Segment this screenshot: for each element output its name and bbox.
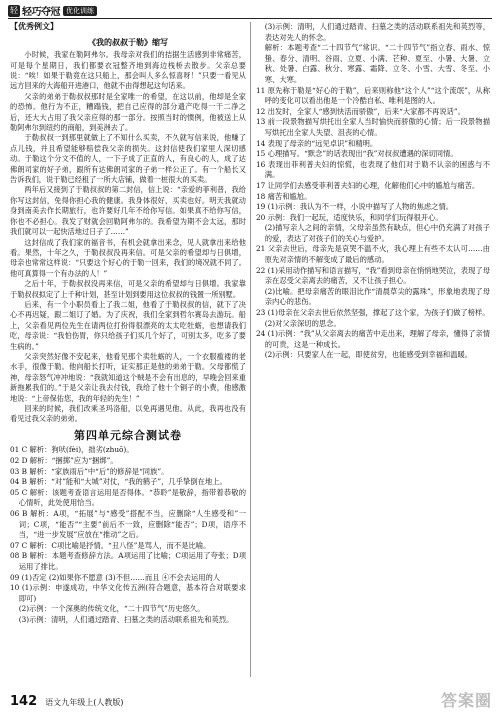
answer-item: 13 前一段景物描写烘托出全家人当时愉快而骄傲的心情；后一段景物描写烘托出全家人失望、沮丧的心情。 [256, 117, 490, 137]
essay-paragraph: 于勒叔叔一到那里就做上了不知什么买卖，不久就写信来说，他赚了点儿钱，并且希望能够赔偿我父亲的损失。这封信使我们家里人深切感动。于勒这个分文不值的人，一下子成了正直的人，有良心的人，成了达佛朗司家的好子弟，跟所有达佛朗司家的子弟一样公正了。有一个船长又告诉我们，说于勒已经租了一所大店铺，做着一桩很大的买卖。 [10, 133, 246, 185]
watermark-logo: 答案圈 [440, 691, 492, 710]
answer-item: 08 B 解析：本题考查修辞方法。A项运用了比喻；C项运用了夸张；D项运用了排比。 [10, 551, 246, 571]
answer-item: 12 出发时，全家人“感到快活而骄傲”，后来“大家都不再说话”。 [256, 106, 465, 116]
answer-item: 22 (1)采用动作描写和语言描写，“我”看到母亲在悄悄地哭泣，表现了母亲在忍受父亲离去的痛苦，又不让孩子担心。 [256, 265, 490, 286]
answer-item: (3)示例：清明，人们通过踏青、扫墓之类的活动联系祖先和英烈。 [18, 614, 234, 624]
logo-mark-icon: 轻 [10, 5, 18, 15]
answer-item: (2)示例：一个深奥的传统文化，“二十四节气”历史悠久。 [18, 604, 205, 614]
answer-list-left [10, 445, 246, 625]
logo-text: 轻巧夺冠 [22, 7, 60, 18]
essay-paragraph: 两年后又接到了于勒叔叔的第二封信，信上说：“亲爱的菲利普，我给你写这封信，免得你担心我的健康。我身体很好，买卖也好。明天我就动身到南美去作长期旅行，也许要好几年不给你写信。如果真不给你写信，你也不必担心。我发了财就会回勒阿弗尔的。我希望为期不会太远，那时我们就可以一起快活地过日子了……” [10, 185, 246, 237]
column-divider [250, 22, 251, 677]
answer-item: 15 心理描写。“默念”的话表现出“我”对叔叔遭遇的深切同情。 [256, 149, 458, 159]
answer-item: 24 (1)示例：“我”从父亲离去的痛苦中走出来，理解了母亲，懂得了亲情的可贵，这是一种成长。 [256, 329, 490, 349]
answer-item: (2)示例：只要家人在一起，即使贫穷，也能感受到幸福和温暖。 [264, 350, 473, 360]
answer-item: 18 痛苦和尴尬。 [256, 191, 312, 201]
essay-paragraph: 父亲突然好像不安起来，他看见那个卖牡蛎的人，一个衣服褴褛的老水手，很像于勒。他向船长打听，证实那正是他的弟弟于勒。父母都慌了神，母亲怒气冲冲地说：“我就知道这个贼是不会有出息的，早晚会回来重新拖累我们的。”于是父亲让我去付钱，我给了他十个铜子的小费，他感激地说：“上帝保佑您，我的年轻的先生！” [10, 351, 246, 403]
answer-item: 07 C 解析：C项比喻是抒情。“丑八怪”是骂人，而不是比喻。 [10, 540, 211, 550]
answer-item: 09 (1)否定 (2)如果你不愿意 (3)不但……而且 ④不会去运用的人 [10, 572, 221, 582]
right-column [256, 22, 490, 361]
answer-item: (2)对父亲深切的思念。 [264, 318, 341, 328]
book-title: 语文九年级上(人教版) [45, 698, 124, 707]
answer-item: 解析：本题考查“二十四节气”常识。“二十四节气”指立春、雨水、惊蛰、春分、清明、谷雨、立夏、小满、芒种、夏至、小暑、大暑、立秋、处暑、白露、秋分、寒露、霜降、立冬、小雪、大雪、冬至、小寒、大寒。 [264, 43, 490, 84]
answer-item: 17 让同学们去感受菲利普夫妇的心理，化解他们心中的尴尬与痛苦。 [256, 180, 480, 190]
answer-item: 14 表现了母亲的“远见卓识”和精明。 [256, 138, 378, 148]
answer-list-right [256, 22, 490, 361]
essay-title: 《我的叔叔于勒》缩写 [88, 36, 168, 47]
answer-item: 19 (1)示例：我认为不一样，小说中描写了人物的焦虑之情。 [256, 202, 454, 212]
publisher-logo [8, 4, 97, 17]
answer-item: 04 B 解析：“对”能和“大城”对仗，“我的鹤子”，几乎挚倒在地上。 [10, 477, 227, 487]
answer-item: 05 C 解析：该题考查语言运用是否得体。“恭聆”是敬辞，指带着恭敬的心情听，此处使用恰当。 [10, 487, 246, 508]
answer-item: (2)比喻。把母亲痛苦的眼泪比作“清晨草尖的露珠”，形象地表现了母亲内心的悲伤。 [264, 286, 490, 307]
answer-item: 10 (1)示例：申遂成功，中华文化传五洲(符合题意，基本符合对联要求即可) [10, 583, 246, 603]
answer-item: 02 D 解析：“捆掷”应为“捆绑”。 [10, 456, 118, 465]
logo-tag: 优化训练 [63, 6, 97, 16]
essay-paragraph: 之后十年，于勒叔叔没再来信，可是父亲的希望却与日俱增。我家靠于勒叔叔拟定了上千种计划，甚至计划到要用这位叔叔的钱置一所别墅。 [10, 279, 246, 299]
essay-paragraph: 小时候，我家在勒阿弗尔。我母亲对我们的拮据生活感到非常痛苦，可是每个星期日，我们都要衣冠整齐地到海边栈桥去散步。父亲总要说：“唉！如果于勒竟在这只船上，那会叫人多么惊喜呀！”只要一看见从远方回来的大海船开进港口，他就不由得想起这句话来。 [10, 50, 246, 91]
left-column [10, 22, 246, 626]
answer-item: 06 B 解析：A项，“拓展”与“感受”搭配不当，应删除“人生感受和”一词；C项，“能否”“主要”前后不一致，应删除“能否”；D项，语序不当，“进一步发展”应放在“推动”之后。 [10, 508, 246, 540]
answer-item: (3)示例：清明，人们通过踏青、扫墓之类的活动联系祖先和英烈等，表达对先人的怀念。 [264, 22, 490, 42]
page-number: 142 [10, 694, 38, 709]
page-header [8, 4, 492, 19]
answer-item: 11 原先称于勒是“好心的于勒”，后来则称他“这个人”“这个流氓”，从称呼的变化可以看出他是一个冷酷自私、唯利是图的人。 [256, 85, 490, 106]
page-footer [10, 690, 123, 709]
answer-item: 01 C 解析：狗吠(fèi)，拙劣(zhuō)。 [10, 445, 134, 455]
essay-paragraph: 回来的时候，我们改乘圣玛洛船，以免再遇见他。从此，我再也没有看见过我父亲的弟弟。 [10, 404, 246, 424]
answer-item: 20 示例：我们一起玩，适度快乐，和同学们玩得很开心。 [256, 212, 443, 222]
essay-paragraph: 父亲的弟弟于勒叔叔那时是全家唯一的希望，在这以前，他却是全家的恐怖。他行为不正，糟蹋钱，把自己应得的部分遗产吃得一干二净之后，还大大占用了我父亲应得的那一部分。按照当时的惯例，他被送上从勒阿弗尔到纽约的商船，到美洲去了。 [10, 91, 246, 133]
section-tag: 【优秀例文】 [10, 22, 58, 31]
essay-paragraph: 这封信成了我们家的福音书，有机会就拿出来念，见人就拿出来给他看。果然，十年之久，于勒叔叔没再来信。可是父亲的希望却与日俱增，母亲也常常这样说：“只要这个好心的于勒一回来，我们的境况就不同了。他可真算得一个有办法的人！” [10, 237, 246, 278]
answer-item: 03 B 解析：“家族雨后”中“后”的修辞是“同族”。 [10, 466, 169, 476]
answer-item: 21 父亲去世后，母亲先是哀哭不温不火，我心理上有些不太认可……由原先对亲情的不解变成了最后的感动。 [256, 244, 490, 265]
essay-paragraph: 后来，有一个小职员看上了我二姐，他看了于勒叔叔的信，就下了决心不再迟疑，跟二姐订了婚。为了庆祝，我们全家到哲尔赛岛去游玩。船上，父亲看见两位先生在请两位打扮得很漂亮的太太吃牡蛎，也想请我们吃，母亲说：“我怕伤胃，你只给孩子们买几个好了，可别太多，吃多了要生病的。” [10, 299, 246, 351]
answer-item: 16 表现出菲利普夫妇的惊慌，也表现了他们对于勒不认亲的困惑与不满。 [256, 159, 490, 180]
unit-test-title: 第四单元综合测试卷 [74, 428, 182, 442]
answer-item: (2)描写亲人之间的亲情，父母亲虽然有缺点，但心中仍充满了对孩子的爱，表达了对孩子们的关心与爱护。 [264, 223, 490, 243]
essay-body [10, 50, 246, 425]
answer-item: 23 (1)母亲在父亲去世后依然坚强，撑起了这个家，为孩子们做了榜样。 [256, 308, 490, 318]
